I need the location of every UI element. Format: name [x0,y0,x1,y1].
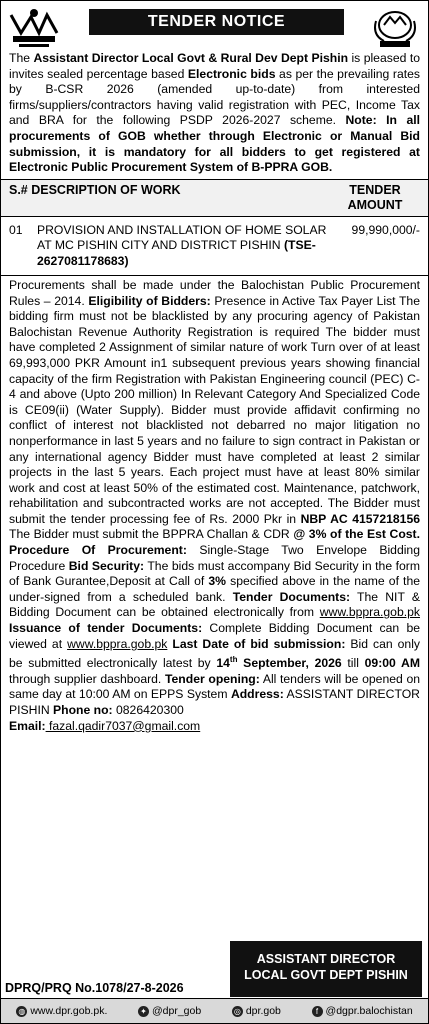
intro-authority: Assistant Director Local Govt & Rural Dev Dept Pishin [33,51,349,65]
bppra-link[interactable]: www.bppra.gob.pk [67,636,168,651]
balochistan-emblem-icon [5,5,63,49]
footer-instagram[interactable] [232,1005,281,1017]
terms-text: specified above in the name of the under-signed from a scheduled bank. [9,574,421,604]
terms-text: The bids must accompany Bid Security in the form of Bank Gurantee,Deposit at Call of [9,558,420,589]
bid-security-percent: 3% [208,574,226,589]
terms-heading: Phone no: [53,703,113,718]
terms-text: The Bidder must submit the BPPRA Challan & CDR [9,527,294,542]
facebook-icon: f [312,1006,323,1017]
signature-line1: ASSISTANT DIRECTOR [256,952,396,966]
deadline-suffix: th [229,655,238,665]
intro-note: Note: In all procurements of GOB whether through Electronic or Manual Bid submission, it is mandatory for all bidders to get registered at Electronic Public Procurement System of B-PPRA GOB. [9,113,420,175]
address-text: ASSISTANT DIRECTOR PISHIN [9,687,420,718]
footer-facebook[interactable] [312,1005,413,1017]
terms-text: till [341,656,365,671]
terms-heading: Last Date of bid submission: [172,636,346,651]
footer-facebook-text: @dgpr.balochistan [325,1005,413,1017]
footer-twitter[interactable] [138,1005,201,1017]
deadline-time: 09:00 AM [364,656,421,671]
header [1,1,428,53]
terms-text: Bid can only be submitted electronically latest by [9,636,420,671]
terms-text: Complete Bidding Document can be viewed at [9,621,420,651]
terms-text: Presence in Active Tax Payer List The bidding firm must not be blacklisted by any procuring agency of Pakistan Balochistan Revenue Authority Registration is required The bidder must have completed 2 Assignment of similar nature of work Turn over of at least 69,993,000 PKR Amount in1 subsequent previous years showing financial capacity of the firm Registration with Pakistan Engineering council (PEC) C-4 and above (Upto 200 million) In Relevant Category And Specialized Code is CE09(ii) (Water Supply). Bidder must provide affidavit confirming no conflict of interest not blacklisted not debarred no major litigation no nonperformance in last 5 years and no failure to sign contract in Pakistan or any international agency Bidder must have completed at least 2 similar projects in the last 5 years. Each project must have at least 80% similar work and cost at least 50% of the estimated cost. Maintenance, patchwork, rehabilitation and subcontracted works are not accepted. The Bidder must submit the tender processing fee of Rs. 2000 Pkr in [9,293,420,526]
department-emblem-icon [366,5,424,49]
signature-line2: LOCAL GOVT DEPT PISHIN [244,968,408,982]
table-header [1,179,428,217]
footer-web[interactable] [16,1005,107,1017]
row-description [37,223,328,269]
col-amount-header [330,183,420,213]
row-amount: 99,990,000/- [351,222,420,237]
terms-heading: Email: [9,718,46,733]
dpr-number: DPRQ/PRQ No.1078/27-8-2026 [5,981,184,995]
terms-heading: Eligibility of Bidders: [88,293,211,308]
globe-icon: ◍ [16,1006,27,1017]
intro-bid-type: Electronic bids [187,66,276,81]
footer-web-text: www.dpr.gob.pk. [30,1005,108,1017]
terms-heading: @ 3% of the Est Cost. Procedure Of Procurement: [9,527,420,558]
terms-text: All tenders will be opened on same day at 10:00 AM on EPPS System [9,671,421,702]
bppra-link[interactable]: www.bppra.gob.pk [319,605,420,620]
terms-heading: Issuance of tender Documents: [9,621,203,636]
notice-title: TENDER NOTICE [89,9,344,35]
phone-number: 0826420300 [112,703,184,718]
bank-account: NBP AC 4157218156 [300,511,420,526]
signature-block [230,941,422,997]
terms-heading: Address: [230,687,284,702]
terms-text: through supplier dashboard. [9,671,165,686]
terms-text: Procurements shall be made under the Balochistan Public Procurement Rules – 2014. [9,277,420,308]
terms-heading: Bid Security: [68,558,145,573]
table-row [1,217,428,276]
footer-instagram-text: dpr.gob [245,1005,281,1017]
intro-paragraph [1,51,428,176]
footer-bar [1,998,428,1023]
row-description-text: PROVISION AND INSTALLATION OF HOME SOLAR AT MC PISHIN CITY AND DISTRICT PISHIN [37,222,327,253]
intro-text: is pleased to invites sealed percentage based [9,51,420,81]
terms-text: Single-Stage Two Envelope Bidding Procedure [9,543,420,573]
row-tender-code: (TSE-2627081178683) [37,238,316,268]
row-serial: 01 [9,222,23,237]
email-link[interactable]: fazal.qadir7037@gmail.com [45,718,201,733]
footer-twitter-text: @dpr_gob [152,1005,202,1017]
terms-paragraph [1,276,428,736]
deadline-day: 14 [216,656,230,671]
terms-heading: Tender opening: [164,671,260,686]
intro-text: as per the prevailing rates by B-CSR 2026 (amended up-to-date) from interested firms/suppliers/contractors having valid registration with PEC, Income Tax and BRA for the following PSDP 2026-2027 scheme. [9,66,420,128]
twitter-icon: ✦ [138,1006,149,1017]
intro-text: The [9,51,34,65]
col-amount-header-line2: AMOUNT [347,197,403,212]
terms-heading: Tender Documents: [232,589,351,604]
deadline-month: September, 2026 [237,656,342,671]
signature-area [1,937,428,999]
col-amount-header-line1: TENDER [349,182,401,197]
instagram-icon: ◎ [232,1006,243,1017]
col-description-header: S.# DESCRIPTION OF WORK [9,182,181,197]
terms-text: The NIT & Bidding Document can be obtained electronically from [9,589,420,620]
